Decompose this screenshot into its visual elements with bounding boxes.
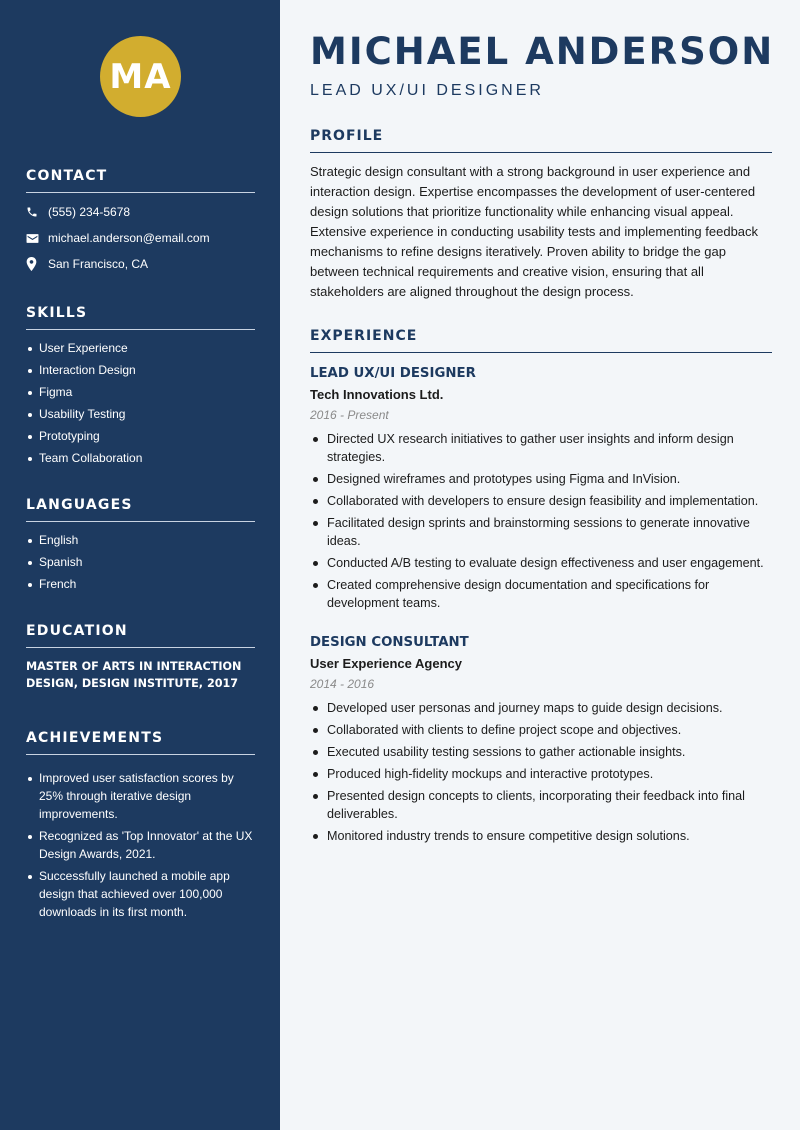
job-company: User Experience Agency [310, 656, 462, 671]
phone-text: (555) 234-5678 [48, 205, 131, 219]
job-bullet: Executed usability testing sessions to gather actionable insights. [310, 743, 772, 761]
contact-section [26, 168, 255, 277]
achievement-item: Successfully launched a mobile app design that achieved over 100,000 downloads in its first month. [26, 867, 255, 921]
avatar [100, 36, 181, 117]
job-company: Tech Innovations Ltd. [310, 387, 444, 402]
skill-item: Prototyping [26, 427, 255, 445]
profile-text: Strategic design consultant with a strong background in user experience and interaction design. Expertise encompasses the development of user-centered design solutions that prioritize functionality while enhancing visual appeal. Extensive experience in conducting usability tests and implementing feedback mechanisms to refine designs iteratively. Proven ability to bridge the gap between technical requirements and creative vision, ensuring that all stakeholders are aligned throughout the design process. [310, 164, 759, 299]
skill-item: Interaction Design [26, 361, 255, 379]
job-dates: 2014 - 2016 [310, 677, 375, 691]
job-title: DESIGN CONSULTANT [310, 635, 469, 650]
contact-location [26, 251, 255, 277]
achievements-section [26, 730, 255, 925]
contact-email [26, 225, 255, 251]
job-bullet: Created comprehensive design documentation and specifications for development teams. [310, 576, 772, 612]
achievement-item: Recognized as 'Top Innovator' at the UX Design Awards, 2021. [26, 827, 255, 863]
email-text: michael.anderson@email.com [48, 231, 210, 245]
skill-item: Usability Testing [26, 405, 255, 423]
job-bullet: Designed wireframes and prototypes using Figma and InVision. [310, 470, 772, 488]
location-text: San Francisco, CA [48, 257, 149, 271]
language-item: French [26, 575, 255, 593]
profile-heading: PROFILE [310, 128, 772, 153]
job-bullet: Produced high-fidelity mockups and interactive prototypes. [310, 765, 772, 783]
job-dates: 2016 - Present [310, 408, 389, 422]
education-degree: MASTER OF ARTS IN INTERACTION DESIGN, DESIGN INSTITUTE, 2017 [26, 660, 242, 690]
location-pin-icon [26, 257, 48, 271]
achievement-item: Improved user satisfaction scores by 25% through iterative design improvements. [26, 769, 255, 823]
job-bullet: Conducted A/B testing to evaluate design effectiveness and user engagement. [310, 554, 772, 572]
achievements-heading: ACHIEVEMENTS [26, 730, 255, 755]
job-bullet: Presented design concepts to clients, incorporating their feedback into final deliverables. [310, 787, 772, 823]
contact-heading: CONTACT [26, 168, 255, 193]
person-name: MICHAEL ANDERSON [310, 30, 775, 73]
languages-heading: LANGUAGES [26, 497, 255, 522]
languages-list [26, 531, 255, 593]
email-icon [26, 233, 48, 244]
job-entry [310, 366, 772, 616]
avatar-initials: MA [109, 56, 172, 97]
language-item: English [26, 531, 255, 549]
job-bullet: Facilitated design sprints and brainstorming sessions to generate innovative ideas. [310, 514, 772, 550]
achievements-list [26, 769, 255, 921]
job-bullet: Monitored industry trends to ensure competitive design solutions. [310, 827, 772, 845]
job-title: LEAD UX/UI DESIGNER [310, 366, 476, 381]
job-bullets [310, 430, 772, 612]
job-bullet: Developed user personas and journey maps to guide design decisions. [310, 699, 772, 717]
profile-section [310, 128, 772, 302]
job-bullet: Collaborated with developers to ensure design feasibility and implementation. [310, 492, 772, 510]
phone-icon [26, 206, 48, 218]
job-bullet: Directed UX research initiatives to gather user insights and inform design strategies. [310, 430, 772, 466]
skills-list [26, 339, 255, 467]
experience-section [310, 328, 772, 353]
education-heading: EDUCATION [26, 623, 255, 648]
language-item: Spanish [26, 553, 255, 571]
contact-phone [26, 199, 255, 225]
person-title: LEAD UX/UI DESIGNER [310, 82, 544, 99]
job-bullets [310, 699, 772, 845]
languages-section [26, 497, 255, 597]
skill-item: Team Collaboration [26, 449, 255, 467]
job-bullet: Collaborated with clients to define project scope and objectives. [310, 721, 772, 739]
experience-heading: EXPERIENCE [310, 328, 772, 353]
sidebar [0, 0, 280, 1130]
skills-heading: SKILLS [26, 305, 255, 330]
skill-item: Figma [26, 383, 255, 401]
job-entry [310, 635, 772, 849]
skills-section [26, 305, 255, 471]
education-section [26, 623, 255, 692]
skill-item: User Experience [26, 339, 255, 357]
